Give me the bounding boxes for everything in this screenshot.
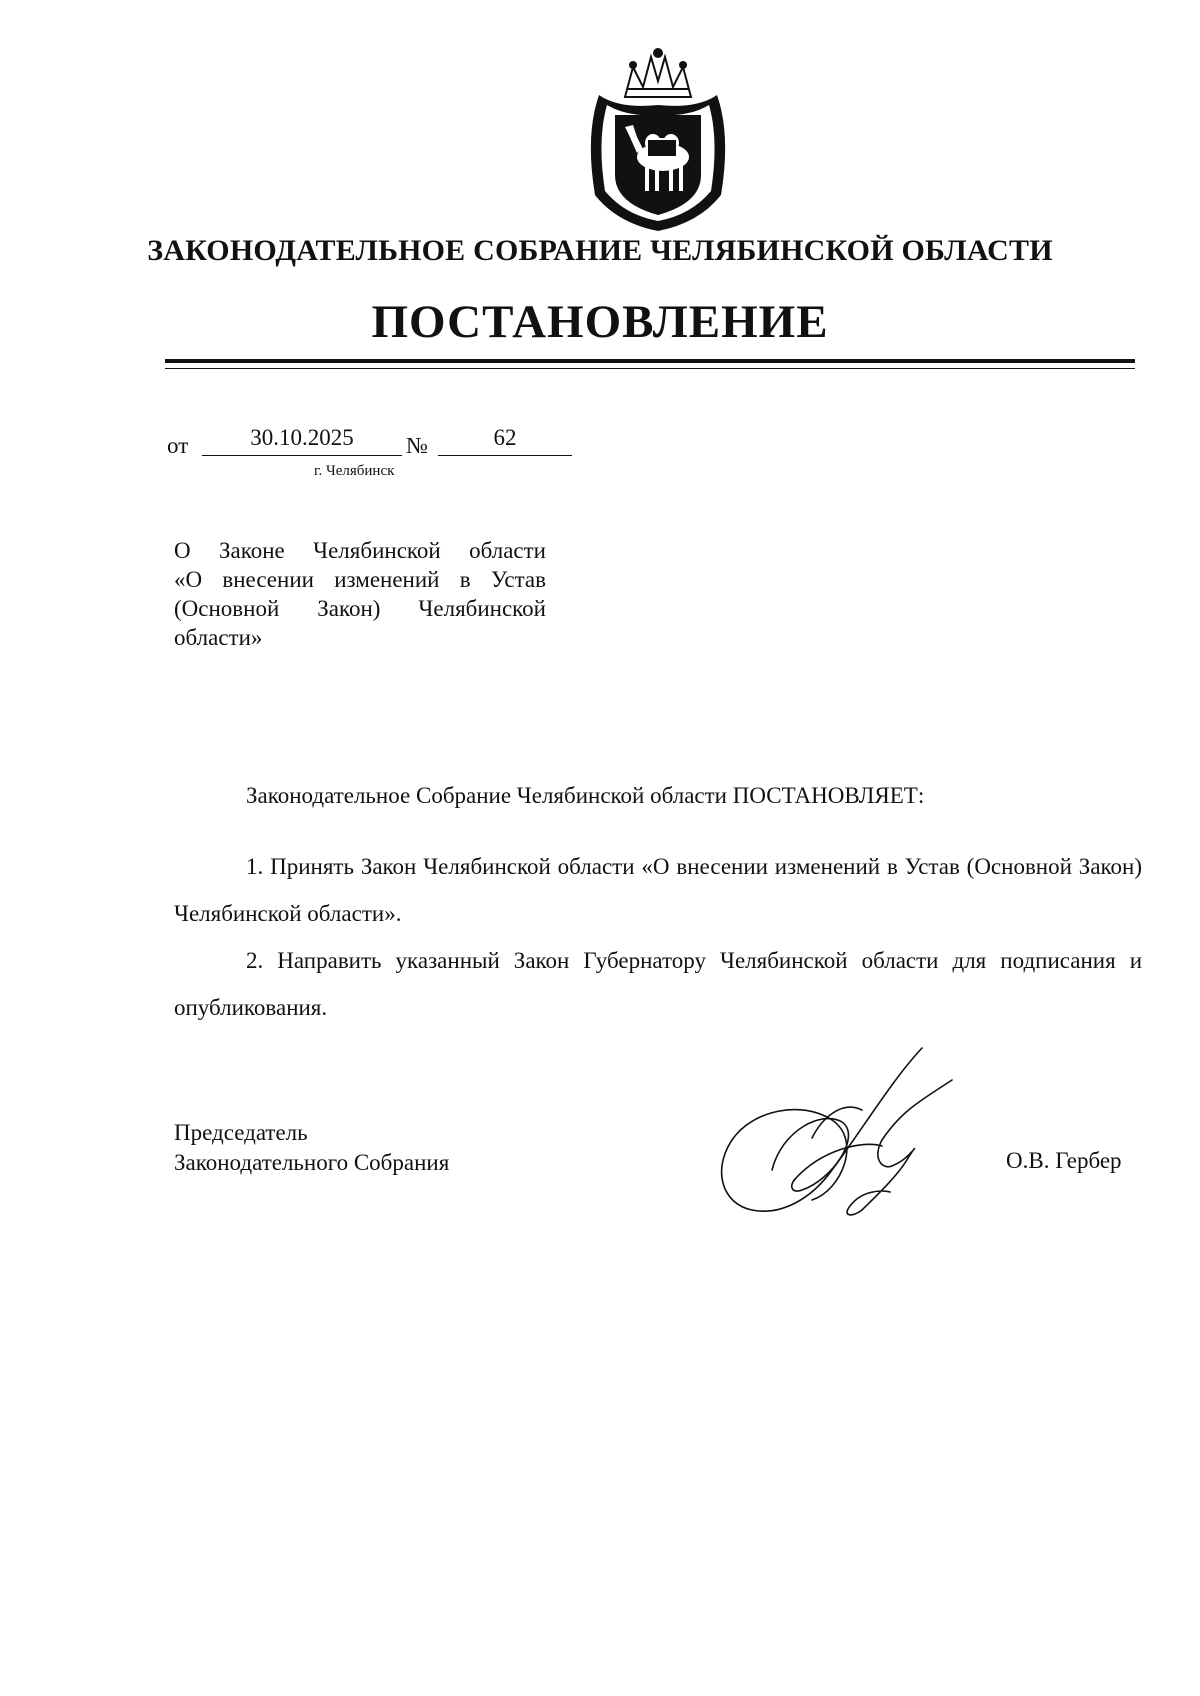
number-label: № [406, 433, 428, 458]
date-underline [202, 455, 402, 456]
organization-title: ЗАКОНОДАТЕЛЬНОЕ СОБРАНИЕ ЧЕЛЯБИНСКОЙ ОБЛАСТИ [147, 234, 1053, 267]
document-number: 62 [493, 425, 517, 450]
subject-line: «О внесении изменений в Устав [174, 567, 546, 592]
item-2: 2. Направить указанный Закон Губернатору Челябинской области для подписания и опубликования. [174, 948, 1142, 1020]
signatory-name: О.В. Гербер [1006, 1148, 1122, 1173]
city-label: г. Челябинск [314, 463, 395, 479]
subject-line: О Законе Челябинской области [174, 538, 546, 563]
document-type: ПОСТАНОВЛЕНИЕ [371, 296, 829, 348]
document-subject [174, 536, 546, 652]
number-underline [438, 455, 572, 456]
header-rule-thick [165, 359, 1135, 363]
subject-line: (Основной Закон) Челябинской [174, 596, 546, 621]
coat-of-arms-emblem [577, 45, 740, 233]
date-label: от [167, 433, 189, 458]
preamble: Законодательное Собрание Челябинской области ПОСТАНОВЛЯЕТ: [246, 783, 925, 808]
signatory-title [174, 1118, 449, 1178]
header-rule-thin [165, 368, 1135, 369]
document-date: 30.10.2025 [250, 425, 354, 450]
signatory-title-line: Председатель [174, 1120, 308, 1145]
signatory-title-line: Законодательного Собрания [174, 1150, 450, 1175]
handwritten-signature [712, 1040, 972, 1220]
item-1: 1. Принять Закон Челябинской области «О внесении изменений в Устав (Основной Закон) Челябинской области». [174, 854, 1142, 926]
subject-line: области» [174, 625, 263, 650]
